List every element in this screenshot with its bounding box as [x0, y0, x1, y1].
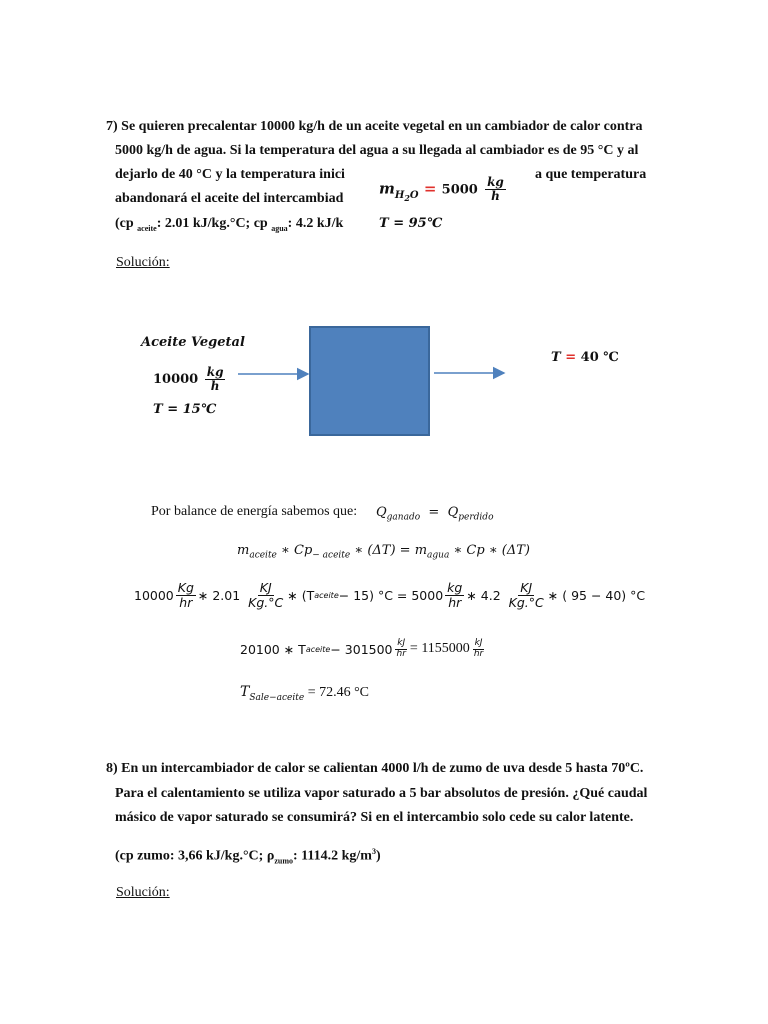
- problem7-line-5: (cp $_{aceite}$: 2.01 kJ/kg.°C; cp $_{agua}$: 4.2 kJ/k: [115, 216, 344, 233]
- problem7-line-3: dejarlo de 40 °C y la temperatura inici: [115, 167, 345, 182]
- water-inlet-temp: T = 95℃: [379, 216, 443, 231]
- solution7-label: Solución:: [116, 255, 170, 270]
- problem7-line-3-end: a que temperatura: [535, 167, 647, 182]
- equation-3: 20100 ∗ T aceite − 301500 $\frac{kJ}{hr}$ = 1155000 $\frac{kJ}{hr}$: [240, 638, 484, 659]
- inlet-title: Aceite Vegetal: [141, 335, 245, 350]
- balance-equation: $Q_{ganado} = Q_{perdido}$: [376, 505, 494, 523]
- inlet-flow: 10000 $\frac{kg}{h}$: [153, 365, 224, 394]
- problem7-line-1: 7) Se quieren precalentar 10000 kg/h de un aceite vegetal en un cambiador de calor contra: [106, 119, 643, 134]
- problem8-properties: (cp zumo: 3,66 kJ/kg.°C; $\rho_{zumo}$: 1114.2 $kg/m^3$): [115, 847, 381, 866]
- problem8-line-1: 8) En un intercambiador de calor se calientan 4000 l/h de zumo de uva desde 5 hasta 70ºC.: [106, 761, 644, 776]
- balance-intro: Por balance de energía sabemos que:: [151, 504, 358, 519]
- equation-2: 10000 $\frac{Kg}{hr}$ ∗ 2.01 $\frac{KJ}{Kg.^\circ C}$ ∗ (T aceite − 15) °C = 5000 $\frac{kg}{hr}$ ∗ 4.2 $\frac{KJ}{Kg.^\circ C}$ ∗ ( 95 − 40) °C: [134, 580, 646, 610]
- water-mass-formula: $m_{H_2O} = 5000$ $\frac{kg}{h}$: [379, 175, 504, 204]
- inlet-temp: T = 15℃: [153, 402, 217, 417]
- problem7-line-4: abandonará el aceite del intercambiad: [115, 191, 344, 206]
- problem7-line-2: 5000 kg/h de agua. Si la temperatura del agua a su llegada al cambiador es de 95 °C y al: [115, 143, 639, 158]
- solution8-label: Solución:: [116, 885, 170, 900]
- equation-1: $m_{aceite}$ ∗ $Cp_{- aceite}$ ∗ $(\Delta T) = m_{agua}$ ∗ Cp ∗ (ΔT): [237, 543, 531, 561]
- heat-exchanger-box: [309, 326, 430, 436]
- problem8-line-2: Para el calentamiento se utiliza vapor saturado a 5 bar absolutos de presión. ¿Qué caudal: [115, 786, 648, 801]
- problem8-line-3: másico de vapor saturado se consumirá? Si en el intercambio solo cede su calor latente.: [115, 810, 634, 825]
- outlet-temp: T = 40 ℃: [551, 350, 619, 365]
- equation-4: $T_{Sale-aceite} = 72.46$ °C: [240, 684, 370, 703]
